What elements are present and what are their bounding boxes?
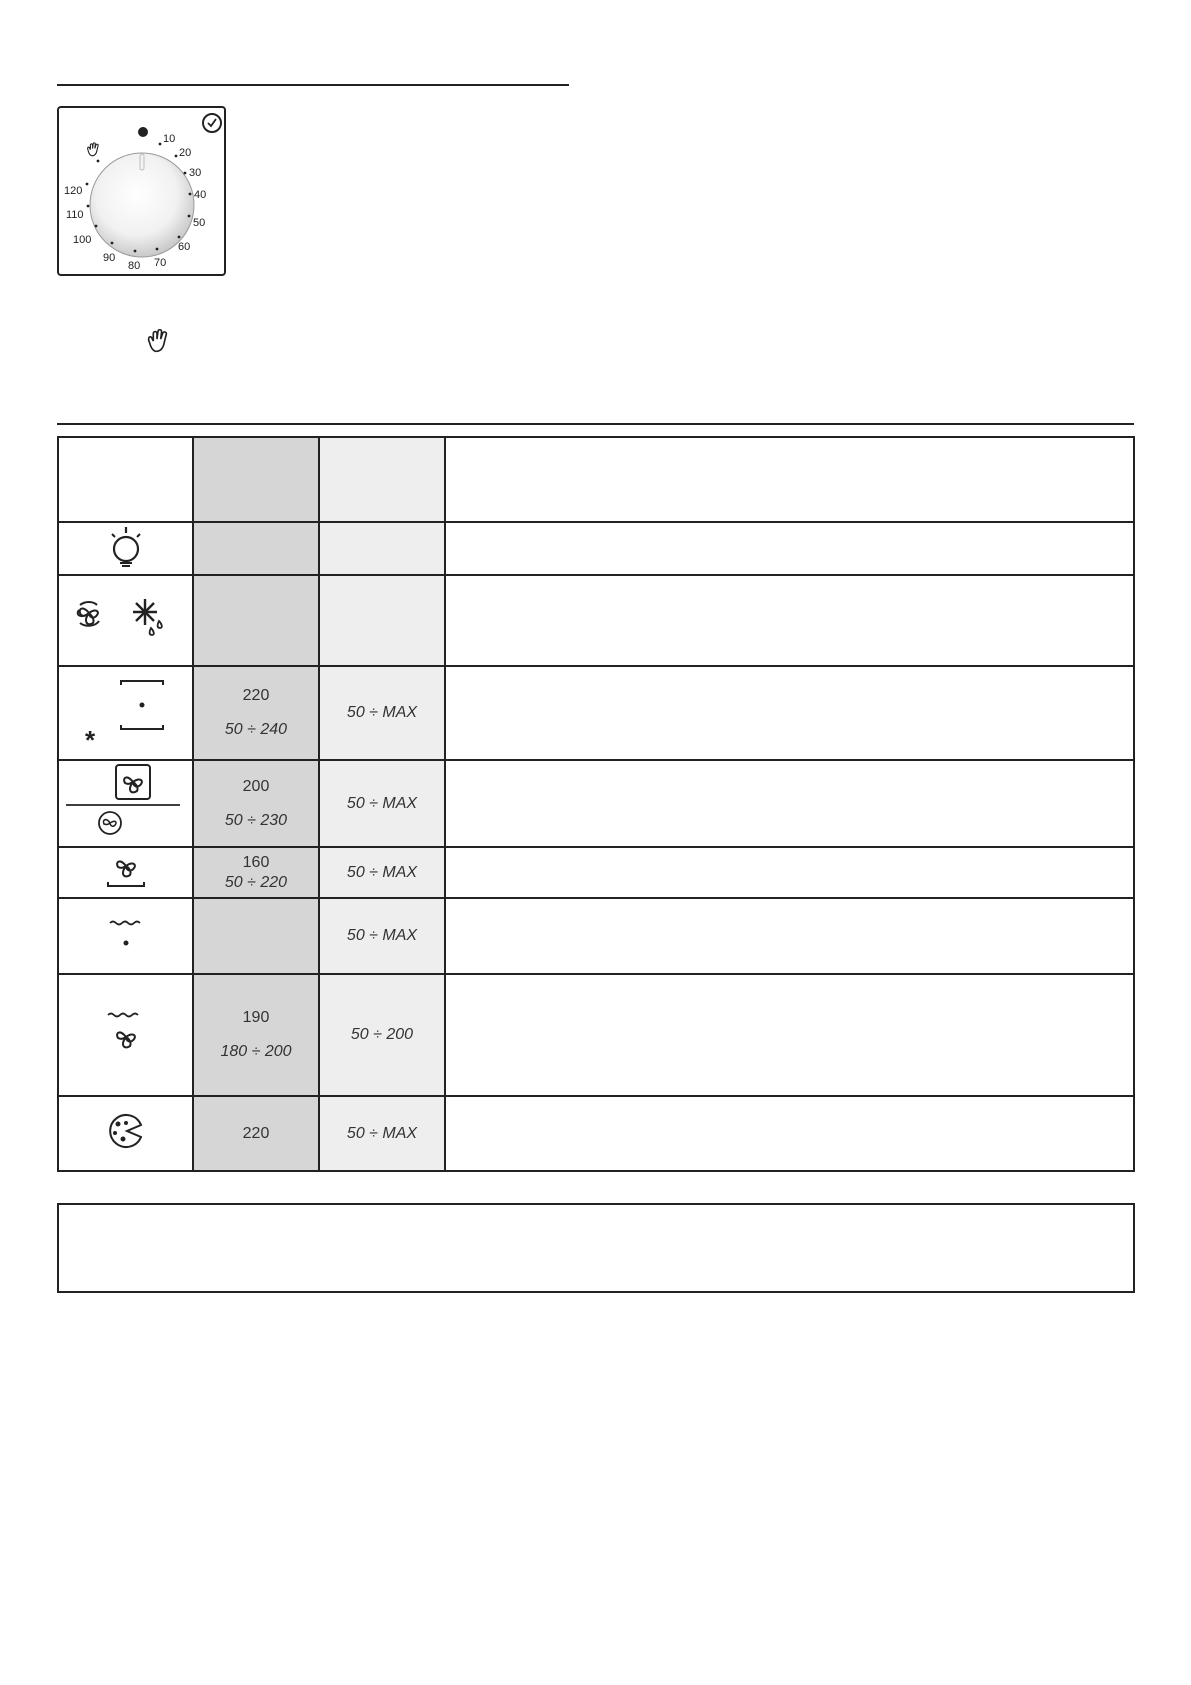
table-header-row xyxy=(58,437,1134,522)
mark-60: 60 xyxy=(178,241,191,253)
mark-40: 40 xyxy=(194,189,207,201)
defrost-icon xyxy=(133,599,162,635)
timer-dial-graphic xyxy=(59,108,228,278)
grill-range: 50 ÷ MAX xyxy=(346,794,418,812)
mark-110: 110 xyxy=(66,209,84,221)
asterisk-note: * xyxy=(84,724,95,751)
default-temp: 220 xyxy=(242,1124,270,1142)
pizza-icon xyxy=(101,1111,151,1151)
default-temp: 200 xyxy=(242,777,270,795)
temp-range: 50 ÷ 220 xyxy=(224,873,288,891)
table-row xyxy=(58,522,1134,575)
temp-range: 50 ÷ 230 xyxy=(224,811,288,829)
table-row xyxy=(58,1096,1134,1171)
fan-grill-icon xyxy=(96,1005,156,1061)
fan-bottom-icon xyxy=(96,848,156,892)
table-row xyxy=(58,575,1134,666)
grill-range: 50 ÷ MAX xyxy=(346,704,418,721)
mark-20: 20 xyxy=(179,147,192,159)
grill-icon xyxy=(96,909,156,959)
table-row xyxy=(58,666,1134,760)
table-row xyxy=(58,760,1134,847)
section-divider xyxy=(57,423,1134,425)
default-temp: 220 xyxy=(242,687,270,704)
clock-icon xyxy=(203,114,221,132)
grill-range: 50 ÷ MAX xyxy=(346,863,418,881)
mark-70: 70 xyxy=(154,257,167,269)
grill-range: 50 ÷ MAX xyxy=(346,927,418,944)
mark-90: 90 xyxy=(103,252,116,264)
temp-range: 180 ÷ 200 xyxy=(220,1043,292,1060)
header-cell-description xyxy=(445,437,1134,522)
grill-range: 50 ÷ 200 xyxy=(350,1026,414,1043)
conventional-top-bottom-icon xyxy=(71,671,181,751)
manual-hand-icon xyxy=(88,143,99,156)
mark-30: 30 xyxy=(189,167,202,179)
fan-ring-icon xyxy=(66,761,186,841)
fan-defrost-icon xyxy=(71,593,181,643)
mark-50: 50 xyxy=(193,217,206,229)
mark-10: 10 xyxy=(163,133,176,145)
temp-range: 50 ÷ 240 xyxy=(224,721,288,738)
timer-dial-panel xyxy=(57,106,226,276)
table-row xyxy=(58,974,1134,1096)
off-position-dot xyxy=(138,127,148,137)
top-divider xyxy=(57,84,569,86)
oven-lamp-icon xyxy=(104,524,148,568)
default-temp: 190 xyxy=(242,1009,270,1026)
header-cell-grill xyxy=(319,437,445,522)
grill-range: 50 ÷ MAX xyxy=(346,1124,418,1142)
default-temp: 160 xyxy=(242,853,270,871)
mark-100: 100 xyxy=(73,234,92,246)
header-cell-temperature xyxy=(193,437,319,522)
table-row xyxy=(58,898,1134,974)
table-row xyxy=(58,847,1134,898)
manual-hand-icon xyxy=(145,329,169,353)
note-box xyxy=(57,1203,1135,1293)
mark-80: 80 xyxy=(128,260,141,272)
oven-functions-table xyxy=(57,436,1135,1172)
fan-icon xyxy=(77,602,98,626)
header-cell-symbol xyxy=(58,437,193,522)
mark-120: 120 xyxy=(64,185,83,197)
